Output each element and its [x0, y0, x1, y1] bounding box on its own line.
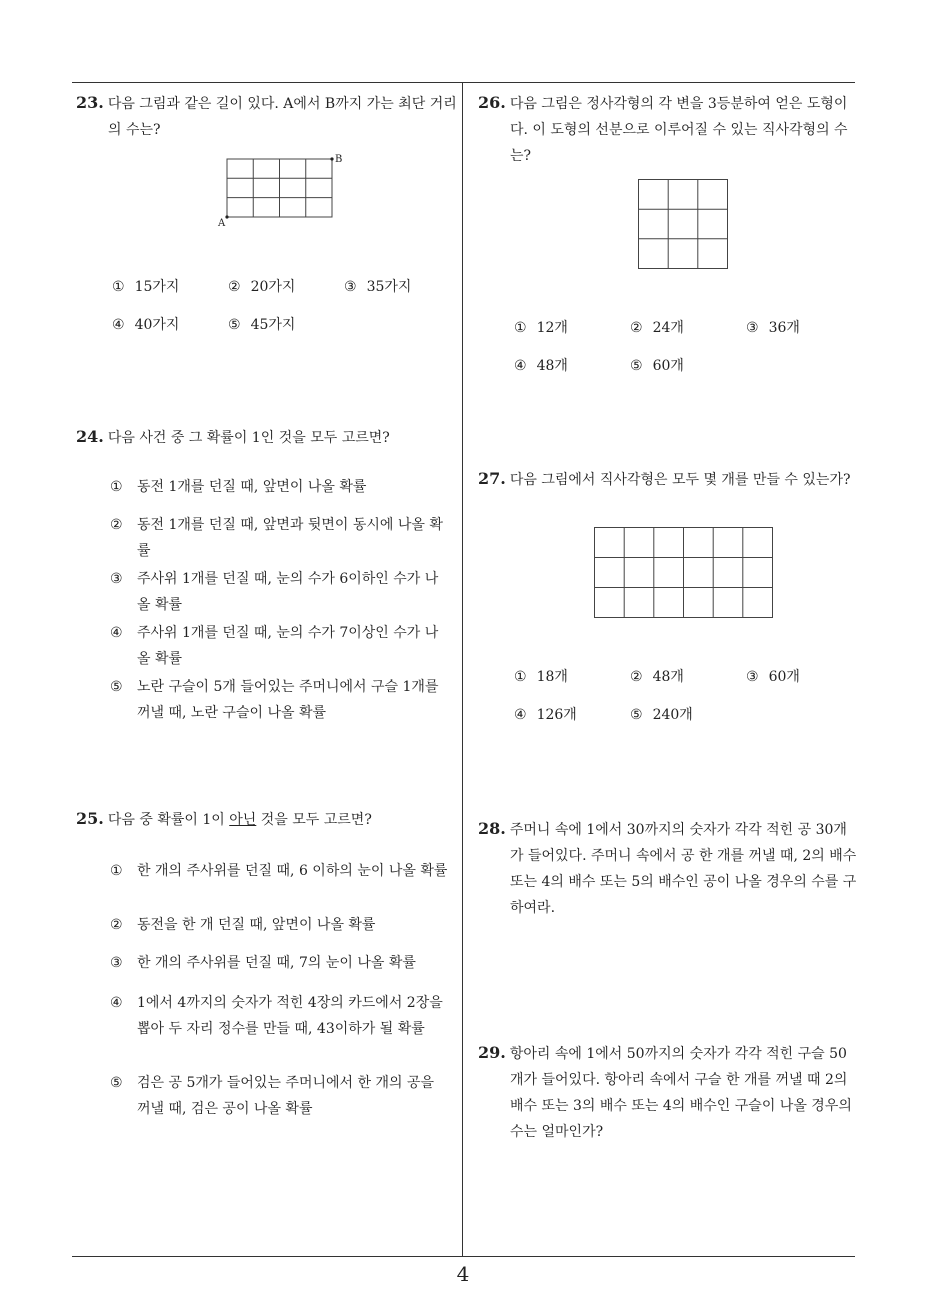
question-number: 27. [478, 469, 506, 488]
option-3[interactable]: ③ 주사위 1개를 던질 때, 눈의 수가 6이하인 수가 나올 확률 [110, 571, 439, 613]
question-text: 항아리 속에 1에서 50까지의 숫자가 각각 적힌 구슬 50개가 들어있다. 항아리 속에서 구슬 한 개를 꺼낼 때 2의 배수 또는 3의 배수 또는 4의 배수인 구슬이 나올 경우의 수는 얼마인가? [509, 1046, 852, 1140]
option-4[interactable]: ④ 40가지 [112, 317, 180, 333]
option-5[interactable]: ⑤ 검은 공 5개가 들어있는 주머니에서 한 개의 공을 꺼낼 때, 검은 공이 나올 확률 [110, 1075, 435, 1117]
question-27-stem [478, 466, 860, 493]
q23-grid-figure [218, 150, 358, 230]
question-25 [76, 806, 458, 833]
option-3[interactable]: ③ 35가지 [344, 279, 412, 295]
question-29 [478, 1040, 860, 1145]
option-1[interactable]: ① 12개 [514, 320, 568, 336]
question-text-end: 것을 모두 고르면? [256, 812, 372, 828]
question-number: 23. [76, 93, 104, 112]
question-number: 28. [478, 819, 506, 838]
option-2[interactable]: ② 20가지 [228, 279, 296, 295]
question-25-stem [76, 806, 458, 833]
question-text: 다음 그림과 같은 길이 있다. A에서 B까지 가는 최단 거리의 수는? [107, 96, 457, 138]
question-25-options [110, 858, 448, 1128]
question-26 [478, 90, 860, 169]
question-23 [76, 90, 458, 143]
option-4[interactable]: ④ 주사위 1개를 던질 때, 눈의 수가 7이상인 수가 나올 확률 [110, 625, 439, 667]
question-text: 다음 사건 중 그 확률이 1인 것을 모두 고르면? [107, 430, 390, 446]
question-text: 다음 그림은 정사각형의 각 변을 3등분하여 얻은 도형이다. 이 도형의 선분으로 이루어질 수 있는 직사각형의 수는? [509, 96, 848, 164]
question-number: 24. [76, 427, 104, 446]
option-3[interactable]: ③ 60개 [746, 669, 800, 685]
option-2[interactable]: ② 48개 [630, 669, 684, 685]
option-5[interactable]: ⑤ 60개 [630, 358, 684, 374]
question-26-stem [478, 90, 860, 169]
underlined-word: 아닌 [229, 812, 257, 828]
option-5[interactable]: ⑤ 노란 구슬이 5개 들어있는 주머니에서 구슬 1개를 꺼낼 때, 노란 구슬이 나올 확률 [110, 679, 439, 721]
option-1[interactable]: ① 한 개의 주사위를 던질 때, 6 이하의 눈이 나올 확률 [110, 863, 448, 879]
question-28 [478, 816, 860, 921]
question-24-options [110, 474, 448, 734]
question-28-stem [478, 816, 860, 921]
question-number: 25. [76, 809, 104, 828]
question-27 [478, 466, 860, 493]
question-29-stem [478, 1040, 860, 1145]
top-rule [72, 82, 855, 83]
point-a-label: A [218, 218, 226, 229]
question-26-options [514, 317, 854, 387]
point-b-label: B [335, 154, 343, 165]
question-23-options [112, 276, 452, 346]
question-text: 주머니 속에 1에서 30까지의 숫자가 각각 적힌 공 30개가 들어있다. 주머니 속에서 공 한 개를 꺼낼 때, 2의 배수 또는 4의 배수 또는 5의 배수인 공이 나올 경우의 수를 구하여라. [509, 822, 857, 916]
option-1[interactable]: ① 18개 [514, 669, 568, 685]
option-3[interactable]: ③ 한 개의 주사위를 던질 때, 7의 눈이 나올 확률 [110, 955, 416, 971]
question-23-stem [76, 90, 458, 143]
option-1[interactable]: ① 동전 1개를 던질 때, 앞면이 나올 확률 [110, 479, 367, 495]
question-number: 29. [478, 1043, 506, 1062]
question-24 [76, 424, 458, 451]
option-1[interactable]: ① 15가지 [112, 279, 180, 295]
question-27-options [514, 666, 854, 736]
option-4[interactable]: ④ 1에서 4까지의 숫자가 적힌 4장의 카드에서 2장을 뽑아 두 자리 정수를 만들 때, 43이하가 될 확률 [110, 995, 443, 1037]
page-number: 4 [456, 1262, 470, 1286]
option-4[interactable]: ④ 126개 [514, 707, 577, 723]
option-5[interactable]: ⑤ 240개 [630, 707, 693, 723]
column-divider [462, 82, 463, 1256]
option-2[interactable]: ② 24개 [630, 320, 684, 336]
q26-grid-figure [638, 179, 730, 271]
option-5[interactable]: ⑤ 45가지 [228, 317, 296, 333]
question-number: 26. [478, 93, 506, 112]
q27-grid-figure [594, 527, 776, 621]
question-text: 다음 그림에서 직사각형은 모두 몇 개를 만들 수 있는가? [509, 472, 851, 488]
bottom-rule [72, 1256, 855, 1257]
question-text: 다음 중 확률이 1이 [107, 812, 230, 828]
option-3[interactable]: ③ 36개 [746, 320, 800, 336]
option-2[interactable]: ② 동전 1개를 던질 때, 앞면과 뒷면이 동시에 나올 확률 [110, 517, 443, 559]
option-2[interactable]: ② 동전을 한 개 던질 때, 앞면이 나올 확률 [110, 917, 376, 933]
question-24-stem [76, 424, 458, 451]
option-4[interactable]: ④ 48개 [514, 358, 568, 374]
